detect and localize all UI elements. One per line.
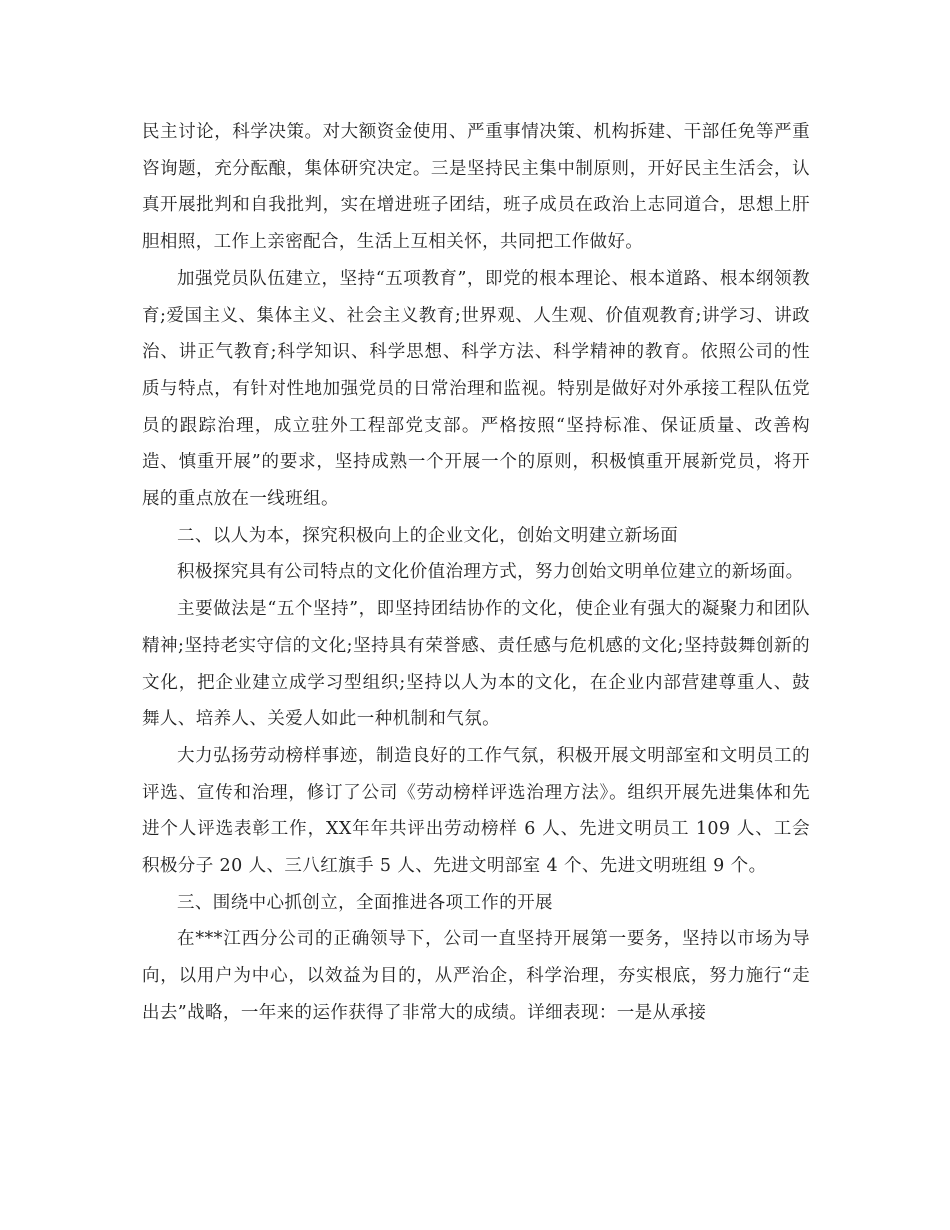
paragraph-2: 加强党员队伍建立，坚持“五项教育”，即党的根本理论、根本道路、根本纲领教育;爱国主义、集体主义、社会主义教育;世界观、人生观、价值观教育;讲学习、讲政治、讲正气教育;科学知识、科学思想、科学方法、科学精神的教育。依照公司的性质与特点，有针对性地加强党员的日常治理和监视。特别是做好对外承接工程队伍党员的跟踪治理，成立驻外工程部党支部。严格按照“坚持标准、保证质量、改善构造、慎重开展”的要求，坚持成熟一个开展一个的原则，积极慎重开展新党员，将开展的重点放在一线班组。 bbox=[142, 268, 810, 510]
paragraph-5: 大力弘扬劳动榜样事迹，制造良好的工作气氛，积极开展文明部室和文明员工的评选、宣传和治理，修订了公司《劳动榜样评选治理方法》。组织开展先进集体和先进个人评选表彰工作，XX年年共评出劳动榜样 6 人、先进文明员工 109 人、工会积极分子 20 人、三八红旗手 5 人、先进文明部室 4 个、先进文明班组 9 个。 bbox=[142, 745, 810, 877]
paragraph-1: 民主讨论，科学决策。对大额资金使用、严重事情决策、机构拆建、干部任免等严重咨询题，充分酝酿，集体研究决定。三是坚持民主集中制原则，开好民主生活会，认真开展批判和自我批判，实在增进班子团结，班子成员在政治上志同道合，思想上肝胆相照，工作上亲密配合，生活上互相关怀，共同把工作做好。 bbox=[142, 122, 810, 253]
section-heading-3: 三、围绕中心抓创立，全面推进各项工作的开展 bbox=[177, 892, 553, 913]
document-body bbox=[142, 114, 810, 1032]
paragraph-4: 主要做法是“五个坚持”，即坚持团结协作的文化，使企业有强大的凝聚力和团队精神;坚持老实守信的文化;坚持具有荣誉感、责任感与危机感的文化;坚持鼓舞创新的文化，把企业建立成学习型组织;坚持以人为本的文化，在企业内部营建尊重人、鼓舞人、培养人、关爱人如此一种机制和气氛。 bbox=[142, 599, 810, 730]
paragraph-3: 积极探究具有公司特点的文化价值治理方式，努力创始文明单位建立的新场面。 bbox=[177, 562, 804, 583]
section-heading-2: 二、以人为本，探究积极向上的企业文化，创始文明建立新场面 bbox=[177, 525, 679, 546]
paragraph-6: 在***江西分公司的正确领导下，公司一直坚持开展第一要务，坚持以市场为导向，以用户为中心，以效益为目的，从严治企，科学治理，夯实根底，努力施行“走出去”战略，一年来的运作获得了非常大的成绩。详细表现：一是从承接 bbox=[142, 929, 810, 1023]
